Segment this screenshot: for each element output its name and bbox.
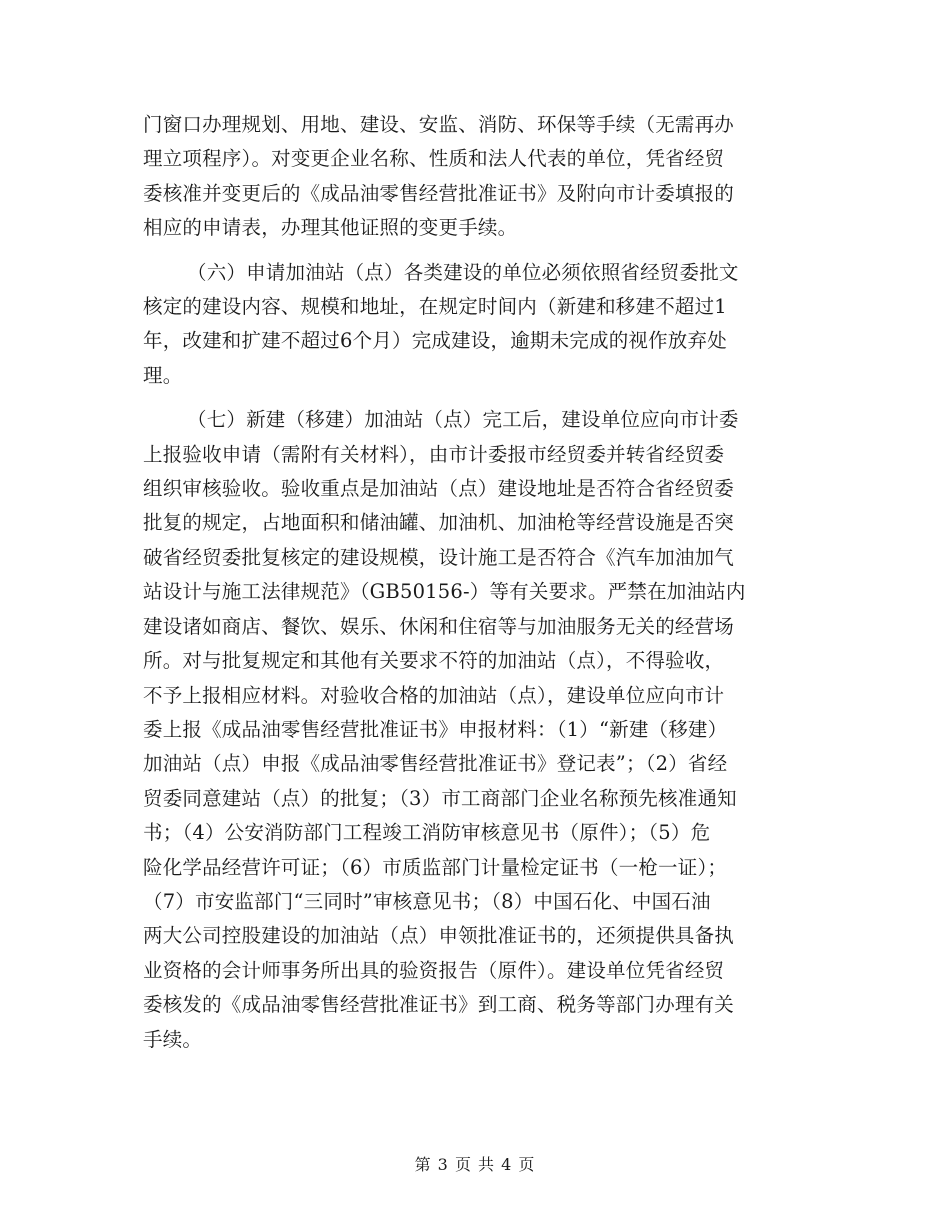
text-line: 所。对与批复规定和其他有关要求不符的加油站（点），不得验收，: [143, 649, 725, 673]
text-line: 委上报《成品油零售经营批准证书》申报材料：（1）“新建（移建）: [143, 717, 728, 741]
text-line: 理立项程序）。对变更企业名称、性质和法人代表的单位，凭省经贸: [143, 147, 725, 171]
text-line: 手续。: [143, 1027, 203, 1051]
text-line: 组织审核验收。验收重点是加油站（点）建设地址是否符合省经贸委: [143, 477, 735, 501]
text-line: （六）申请加油站（点）各类建设的单位必须依照省经贸委批文: [187, 260, 739, 284]
text-line: （7）市安监部门“三同时”审核意见书；（8）中国石化、中国石油: [143, 889, 711, 913]
text-line: 书；（4）公安消防部门工程竣工消防审核意见书（原件）；（5）危: [143, 821, 711, 845]
text-line: 不予上报相应材料。对验收合格的加油站（点），建设单位应向市计: [143, 683, 725, 707]
paragraph: [143, 108, 815, 246]
text-line: 批复的规定，占地面积和储油罐、加油机、加油枪等经营设施是否突: [143, 511, 735, 535]
text-line: （七）新建（移建）加油站（点）完工后，建设单位应向市计委: [187, 408, 739, 432]
text-line: 建设诸如商店、餐饮、娱乐、休闲和住宿等与加油服务无关的经营场: [143, 614, 735, 638]
text-line: 委核发的《成品油零售经营批准证书》到工商、税务等部门办理有关: [143, 993, 735, 1017]
text-line: 上报验收申请（需附有关材料），由市计委报市经贸委并转省经贸委: [143, 442, 725, 466]
text-line: 破省经贸委批复核定的建设规模，设计施工是否符合《汽车加油加气: [143, 545, 735, 569]
text-line: 贸委同意建站（点）的批复；（3）市工商部门企业名称预先核准通知: [143, 786, 737, 810]
text-line: 年，改建和扩建不超过6个月）完成建设，逾期未完成的视作放弃处: [143, 329, 727, 353]
paragraph: [143, 256, 815, 394]
text-line: 站设计与施工法律规范》（GB50156-）等有关要求。严禁在加油站内: [143, 580, 746, 604]
page-footer: 第 3 页 共 4 页: [414, 1155, 536, 1174]
text-line: 相应的申请表，办理其他证照的变更手续。: [143, 216, 518, 240]
text-line: 核定的建设内容、规模和地址，在规定时间内（新建和移建不超过1: [143, 295, 727, 319]
text-line: 门窗口办理规划、用地、建设、安监、消防、环保等手续（无需再办: [143, 113, 735, 136]
text-line: 加油站（点）申报《成品油零售经营批准证书》登记表”；（2）省经: [143, 752, 728, 776]
text-line: 险化学品经营许可证；（6）市质监部门计量检定证书（一枪一证）；: [143, 855, 728, 879]
document-body: [143, 108, 815, 1067]
paragraph: [143, 403, 815, 1057]
text-line: 业资格的会计师事务所出具的验资报告（原件）。建设单位凭省经贸: [143, 958, 725, 982]
text-line: 理。: [143, 363, 183, 387]
text-line: 委核准并变更后的《成品油零售经营批准证书》及附向市计委填报的: [143, 181, 735, 205]
text-line: 两大公司控股建设的加油站（点）申领批准证书的，还须提供具备执: [143, 924, 735, 948]
